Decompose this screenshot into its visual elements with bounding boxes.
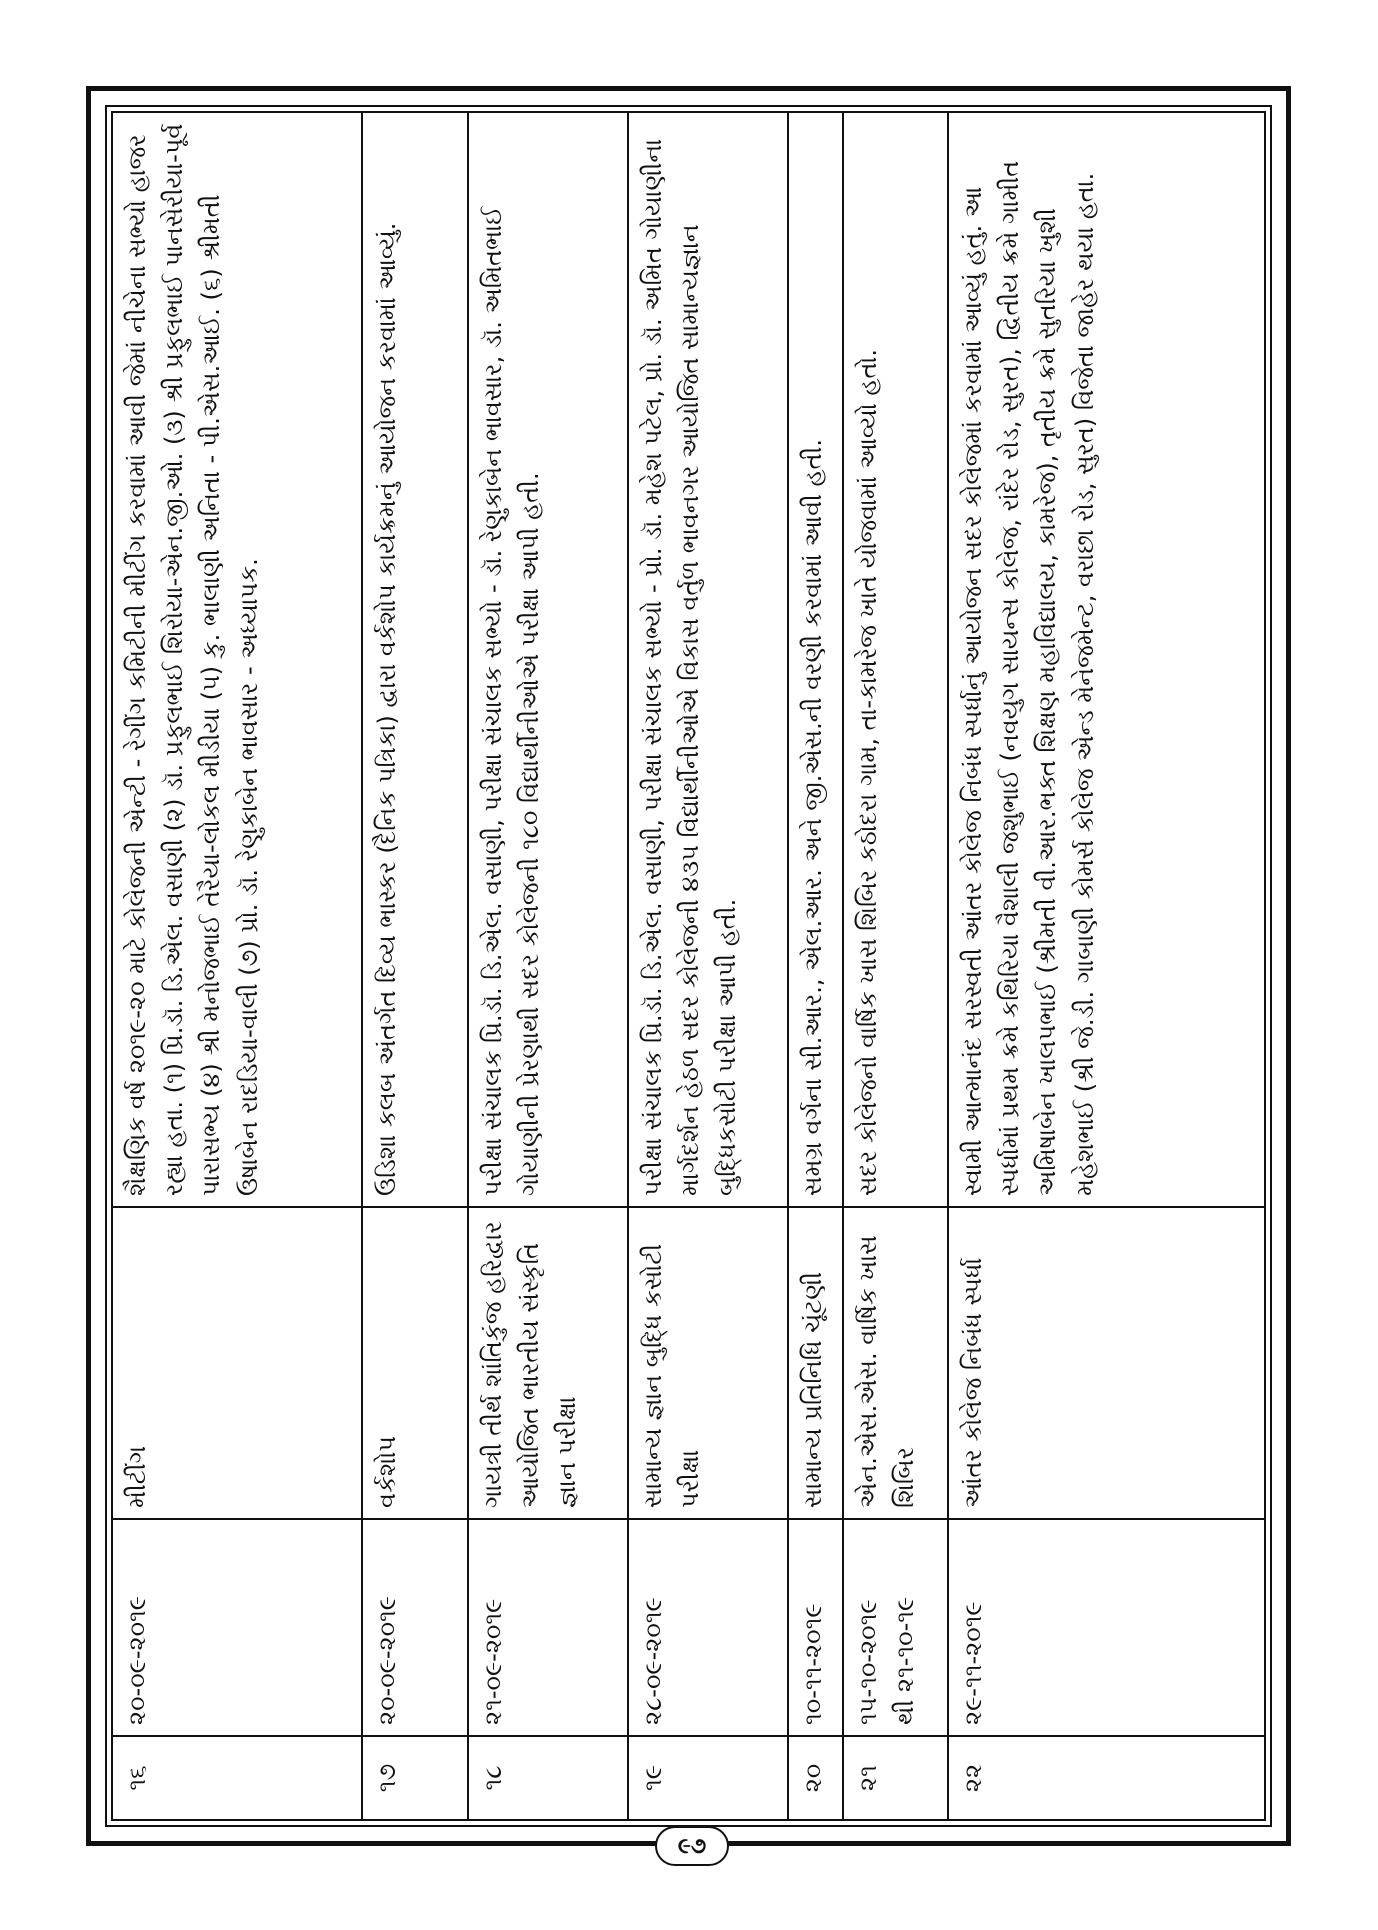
row-description: પરીક્ષા સંચાલક પ્રિ.ડૉ. ડિ.એલ. વસાણી, પરીક્ષા સંચાલક સભ્યો - પ્રો. ડૉ. મહેશ પટેલ, પ્રો. ડૉ. અમિત ગોયાણીના માર્ગદર્શન હેઠળ સદર કોલેજની ૪૩૫ વિદ્યાર્થીનીઓએ વિકાસ વર્તુળ ભાવનગર આયોજિત સામાન્યજ્ઞાન બુદ્ધિકસોટી પરીક્ષા આપી હતી. [628, 112, 788, 1207]
row-date-start: ૧૫-૧૦-૨૦૧૯ [854, 1599, 882, 1725]
row-number: ૨૨ [948, 1736, 1265, 1820]
row-date-range [843, 1519, 948, 1736]
row-description: ઉડિશા કલબ અંતર્ગત દિવ્ય ભાસ્કર (દૈનિક પત્રિકા) દ્વારા વર્કશોપ કાર્યક્રમનું આયોજન કરવામાં આવ્યું. [362, 112, 468, 1207]
row-number: ૨૧ [843, 1736, 948, 1820]
table-row [788, 112, 843, 1820]
table-row [628, 112, 788, 1820]
row-program: ગાયત્રી તીર્થ શાંતિકુંજ હરિદ્વાર આયોજિત ભારતીય સંસ્કૃતિ જ્ઞાન પરીક્ષા [468, 1207, 628, 1519]
row-program: સામાન્ય જ્ઞાન બુદ્ધિ કસોટી પરીક્ષા [628, 1207, 788, 1519]
page-number: ૯૭ [655, 1826, 729, 1866]
table-row [112, 112, 362, 1820]
row-program: સામાન્ય પ્રતિનિધિ ચૂંટણી [788, 1207, 843, 1519]
row-description: શૈક્ષણિક વર્ષ ૨૦૧૯-૨૦ માટે કોલેજની એન્ટી - રેગીંગ કમિટીની મીટીંગ કરવામાં આવી જેમાં નીચેના સભ્યો હાજર રહ્યા હતા. (૧) પ્રિ.ડૉ. ડિ.એલ. વસાણી (૨) ડૉ. પ્રફુલભાઈ શિરોયા-એન.જી.ઓ. (૩) શ્રી પ્રફુલભાઈ પાનસેરીયા-પૂર્વ પારાસભ્ય (૪) શ્રી મનોજભાઈ તેરૈયા-લોકલ મીડીયા (૫) કુ. ભાલાણી અનિતા - પી.એસ.આઈ. (૬) શ્રીમતી ઉષાબેન રાદડિયા-વાલી (૭) પ્રો. ડૉ. રેણુકાબેન ભાવસાર - અધ્યાપક. [112, 112, 362, 1207]
row-description: સદર કોલેજનો વાર્ષિક ખાસ શિબિર કઠોદરા ગામ, તા-કામરેજ ખાતે યોજવામાં આવ્યો હતો. [843, 112, 948, 1207]
activities-table [111, 111, 1266, 1821]
row-date: ૨૦-૦૯-૨૦૧૯ [112, 1519, 362, 1736]
row-date: ૧૦-૧૧-૨૦૧૯ [788, 1519, 843, 1736]
row-number: ૧૭ [362, 1736, 468, 1820]
row-program: મીટીંગ [112, 1207, 362, 1519]
table-row [362, 112, 468, 1820]
row-program: એન.એસ.એસ. વાર્ષિક ખાસ શિબિર [843, 1207, 948, 1519]
row-description: સમગ્ર વર્ગના સી.આર., એલ.આર. અને જી.એસ.ની વરણી કરવામાં આવી હતી. [788, 112, 843, 1207]
row-date: ૨૯-૧૧-૨૦૧૯ [948, 1519, 1265, 1736]
table-row [468, 112, 628, 1820]
table-row [948, 112, 1265, 1820]
table-row [843, 112, 948, 1820]
row-program: આંતર કોલેજ નિબંધ સ્પર્ધા [948, 1207, 1265, 1519]
row-number: ૧૯ [628, 1736, 788, 1820]
rotated-table-area [111, 111, 1266, 1821]
row-date-end: થી ૨૧-૧૦-૧૯ [891, 1596, 920, 1725]
row-description: સ્વામી આત્માનંદ સરસ્વતી આંતર કોલેજ નિબંધ સ્પર્ધાનું આયોજન સદર કોલેજમાં કરવામાં આવ્યું હતું. આ સ્પર્ધામાં પ્રથમ ક્રમે કથિરિયા વૈશાલી જશુભાઈ (નવયુગ સાયન્સ કોલેજ, રાંદેર રોડ, સુરત), દ્વિતીય ક્રમે ગામીત અમિષાબેન ખાલપભાઈ (શ્રીમતી વી.આર.ભક્ત શિક્ષણ મહાવિદ્યાલય, કામરેજ), તૃતીય ક્રમે સુતરિયા ખુશી મહેશભાઈ (શ્રી જે.ડી. ગાબાણી કોમર્સ કોલેજ એન્ડ મેનેજમેન્ટ, વરાછા રોડ, સુરત) વિજેતા જાહેર થયા હતા. [948, 112, 1265, 1207]
row-description: પરીક્ષા સંચાલક પ્રિ.ડૉ. ડિ.એલ. વસાણી, પરીક્ષા સંચાલક સભ્યો - ડૉ. રેણુકાબેન ભાવસાર, ડૉ. અમિતભાઈ ગોયાણીની પ્રેરણાથી સદર કોલેજની ૧૮૦ વિદ્યાર્થીનીઓએ પરીક્ષા આપી હતી. [468, 112, 628, 1207]
row-number: ૧૮ [468, 1736, 628, 1820]
row-number: ૧૬ [112, 1736, 362, 1820]
row-date: ૨૧-૦૯-૨૦૧૯ [468, 1519, 628, 1736]
row-number: ૨૦ [788, 1736, 843, 1820]
row-date: ૨૦-૦૯-૨૦૧૯ [362, 1519, 468, 1736]
row-date: ૨૮-૦૯-૨૦૧૯ [628, 1519, 788, 1736]
row-program: વર્કશોપ [362, 1207, 468, 1519]
